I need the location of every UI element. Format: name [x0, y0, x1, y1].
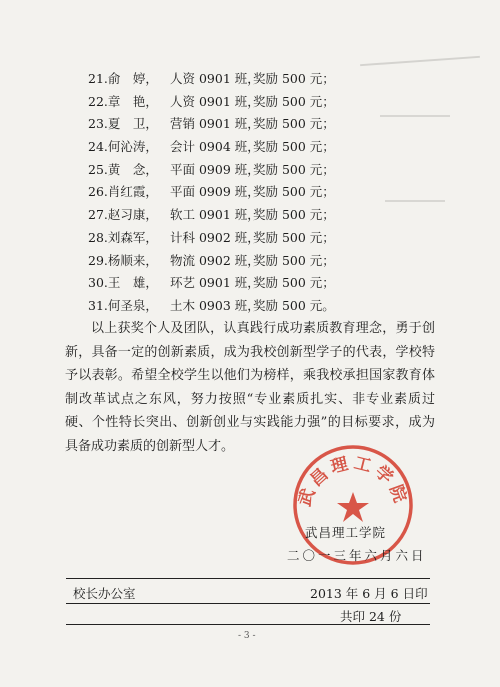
award-class: 计科 0902 班，: [170, 229, 260, 245]
award-class: 营销 0901 班，: [170, 116, 260, 132]
award-class: 平面 0909 班，: [170, 161, 260, 177]
award-amount: 奖励 500 元；: [253, 275, 335, 291]
award-recipient: 21.俞 婷，: [88, 71, 158, 86]
award-class: 土木 0903 班，: [170, 297, 260, 313]
print-date: 2013 年 6 月 6 日印: [310, 586, 428, 601]
page-number: - 3 -: [238, 631, 256, 641]
award-recipient: 28.刘森军，: [88, 229, 158, 245]
award-recipient: 26.肖红霞，: [88, 184, 158, 200]
award-class: 会计 0904 班，: [170, 139, 260, 155]
footer-top-rule: [66, 578, 430, 579]
award-amount: 奖励 500 元；: [253, 184, 335, 200]
award-amount: 奖励 500 元；: [253, 93, 335, 109]
award-class: 人资 0901 班，: [170, 71, 260, 86]
award-recipient: 27.赵习康，: [88, 207, 158, 223]
copy-count: 共印 24 份: [340, 609, 402, 624]
footer-middle-rule: [66, 603, 430, 604]
signature-date: 二〇一三年六月六日: [287, 548, 427, 563]
award-class: 平面 0909 班，: [170, 184, 260, 200]
issuing-office: 校长办公室: [73, 586, 136, 601]
award-amount: 奖励 500 元。: [253, 297, 335, 313]
award-recipient: 25.黄 念，: [88, 161, 158, 177]
svg-text:武昌理工学院: 武昌理工学院: [294, 453, 412, 509]
award-recipient: 23.夏 卫，: [88, 116, 158, 132]
award-amount: 奖励 500 元；: [253, 161, 335, 177]
award-amount: 奖励 500 元；: [253, 116, 335, 132]
commendation-paragraph: 以上获奖个人及团队，认真践行成功素质教育理念，勇于创新，具备一定的创新素质，成为我校创新型学子的代表，学校特予以表彰。希望全校学生以他们为榜样，乘我校承担国家教育体制改革试点之东风，努力按照“专业素质扎实、非专业素质过硬、个性特长突出、创新创业与实践能力强”的目标要求，成为具备成功素质的创新型人才。: [65, 321, 435, 454]
award-amount: 奖励 500 元；: [253, 207, 335, 223]
signature-unit: 武昌理工学院: [305, 525, 387, 540]
award-recipient: 31.何圣泉，: [88, 297, 158, 313]
award-amount: 奖励 500 元；: [253, 71, 335, 86]
footer-bottom-rule: [66, 624, 430, 625]
award-recipient: 24.何沁涛，: [88, 139, 158, 155]
award-class: 环艺 0901 班，: [170, 275, 260, 291]
award-recipient: 29.杨顺来，: [88, 252, 158, 268]
award-recipient: 22.章 艳，: [88, 93, 158, 109]
award-class: 软工 0901 班，: [170, 207, 260, 223]
award-amount: 奖励 500 元；: [253, 139, 335, 155]
award-class: 物流 0902 班，: [170, 252, 260, 268]
award-amount: 奖励 500 元；: [253, 229, 335, 245]
award-amount: 奖励 500 元；: [253, 252, 335, 268]
award-recipient: 30.王 雄，: [88, 275, 158, 291]
award-class: 人资 0901 班，: [170, 93, 260, 109]
